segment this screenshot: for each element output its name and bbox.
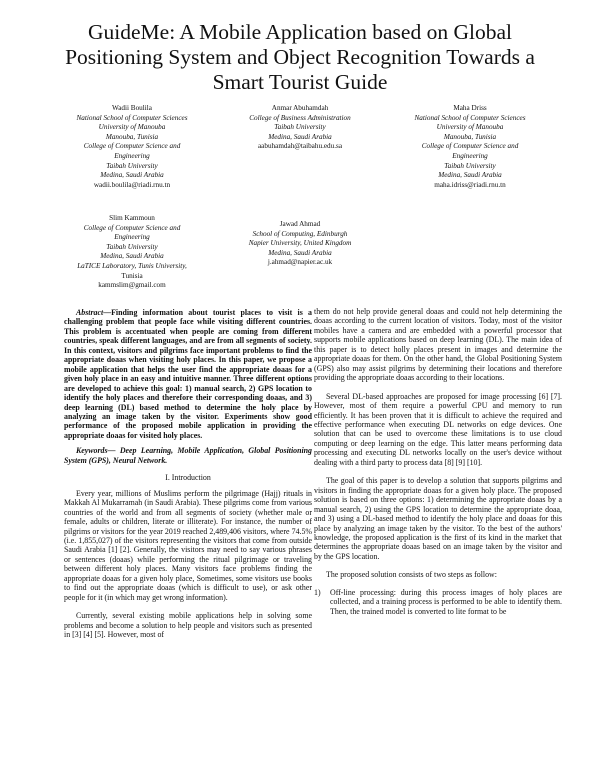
author-affiliation: Manouba, Tunisia [443,132,497,141]
author-affiliation: College of Computer Science and [83,223,181,232]
author-name: Anmar Abuhamdah [271,104,329,112]
author-affiliation: Engineering [114,233,150,242]
author-affiliation: Taibah University [274,123,326,132]
abstract-label: Abstract [76,308,104,317]
paragraph: The goal of this paper is to develop a solution that supports pilgrims and visitors in finding the appropriate doaas for a given holy place. The proposed solution is based on three options: 1) determining the appropriate doaas by a manual search, 2) using the GPS location to determine the appropriate doaa, and 3) using a DL-based method to identify the holy place and doaas for this place by analyzing an image taken by the visitor. To the best of the authors' knowledge, the proposed application is the first of its kind in the market that determines the appropriate doaas based on an image taken by the visitor and by the GPS location. [314,476,562,561]
paragraph: Currently, several existing mobile applications help in solving some problems and become a solution to help people and visitors such as presented in [3] [4] [5]. However, most of [64,611,312,640]
abstract-text: —Finding information about tourist places to visit is a challenging problem that people face while visiting different countries. This problem is accentuated when people are coming from different countries, speak different languages, and are from all segments of society. In this context, visitors and pilgrims face important problems to find the appropriate doaas when visiting holy places. In this paper, we propose a mobile application that helps the user find the appropriate doaas for a given holy place in an easy and intuitive manner. Three different options are developed to achieve this goal: 1) manual search, 2) GPS location to identify the holy places and therefore their corresponding doaas, and 3) deep learning (DL) based method to determine the holy place by analyzing an image taken by the visitor. Experiments show good performance of the proposed mobile application in providing the appropriate doaas for visited holy places. [64,308,312,440]
list-item [314,588,562,616]
right-column [314,307,562,616]
author-affiliation: Medina, Saudi Arabia [268,248,332,257]
author-affiliation: College of Computer Science and [421,142,519,151]
author-affiliation: Medina, Saudi Arabia [100,252,164,261]
author-affiliation: LaTICE Laboratory, Tunis University, [77,261,187,270]
paragraph: Several DL-based approaches are proposed for image processing [6] [7]. However, most of them require a powerful CPU and memory to run efficiently. It has been proven that it is difficult to achieve the required and effective performance when executing DL networks on edge devices. One solution that can be used to overcome these limitations is to use cloud computing or deep learning on the edge. This latter means performing data processing and executing DL networks locally on the user's device without dealing with a third party to process data [8] [9] [10]. [314,391,562,467]
author-affiliation: National School of Computer Sciences [414,113,526,122]
author-affiliation: Taibah University [106,242,158,251]
list-item-text: Off-line processing: during this process images of holy places are collected, and a training process is performed to be able to identify them. Then, the trained model is converted to lite format to be [330,587,562,616]
author-affiliation: Medina, Saudi Arabia [100,171,164,180]
abstract [64,308,312,440]
paragraph: them do not help provide general doaas and could not help determining the doaas according to the current location of visitors. Today, most of the visitor mobiles have a camera and are embedded with a powerful processor that supports mobile applications based on deep learning (DL). The main idea of this paper is to detect holly places present in images and determine the appropriate doaas for them. On the other hand, the Global Positioning System (GPS) also may assist pilgrims by determining their locations and therefore providing the appropriate doaas according to their locations. [314,307,562,383]
author-affiliation: Taibah University [106,161,158,170]
author-affiliation: College of Computer Science and [83,142,181,151]
author-affiliation: National School of Computer Sciences [76,113,188,122]
author-name: Wadii Boulila [112,104,152,112]
author-affiliation: Tunisia [121,271,143,280]
list-item-number: 1) [314,587,321,597]
author-3 [388,104,552,190]
author-name: Slim Kammoun [109,214,155,222]
author-affiliation: College of Business Administration [249,113,351,122]
author-affiliation: Medina, Saudi Arabia [438,171,502,180]
keywords-label: Keywords [76,446,108,456]
author-affiliation: Medina, Saudi Arabia [268,132,332,141]
paragraph: Every year, millions of Muslims perform the pilgrimage (Hajj) rituals in Makkah Al Mukarramah (in Saudi Arabia). These pilgrims come from various countries of the world and from all segments of society (whether male or female, adults or children, literate or illiterate). For instance, the number of pilgrims or visitors for the year 2019 reached 2,489,406 visitors, where 74.5% (i.e. 1,855,027) of the visitors representing the visitors that come from outside Saudi Arabia [1] [2]. Generally, the visitors may need to say various phrases or sentences (doaas) while performing the ritual pilgrimage or traveling between different holy places. Many visitors face problems finding the appropriate doaas for a given holy place, Sometimes, some visitors use books to find out the appropriate doaas (which is difficult to use), or ask other people for it (in which may get wrong information). [64,488,312,602]
author-affiliation: Napier University, United Kingdom [248,239,352,248]
author-affiliation: School of Computing, Edinburgh [252,229,348,238]
author-email[interactable]: maha.idriss@riadi.rnu.tn [434,180,506,189]
paragraph: The proposed solution consists of two steps as follow: [326,570,497,580]
author-name: Jawad Ahmad [279,220,321,228]
author-email[interactable]: kammslim@gmail.com [98,281,166,290]
author-affiliation: Taibah University [444,161,496,170]
author-name: Maha Driss [453,104,487,112]
author-1 [52,104,212,190]
paper-title: GuideMe: A Mobile Application based on Global Positioning System and Object Recognition Towards a Smart Tourist Guide [65,20,535,94]
author-affiliation: University of Manouba [98,123,166,132]
author-email[interactable]: wadii.boulila@riadi.rnu.tn [93,180,171,189]
author-2 [222,104,378,152]
steps-list [314,588,562,616]
keywords-text: — Deep Learning, Mobile Application, Global Positioning System (GPS), Neural Network. [64,446,312,465]
author-email[interactable]: j.ahmad@napier.ac.uk [267,258,333,267]
author-affiliation: Engineering [114,151,150,160]
author-affiliation: University of Manouba [436,123,504,132]
author-affiliation: Engineering [452,151,488,160]
author-email[interactable]: aabuhamdah@taibahu.edu.sa [257,142,343,151]
author-5 [222,220,378,268]
left-column [64,308,312,640]
author-4 [52,214,212,291]
keywords [64,446,312,465]
section-heading: I. Introduction [165,473,211,483]
author-affiliation: Manouba, Tunisia [105,132,159,141]
